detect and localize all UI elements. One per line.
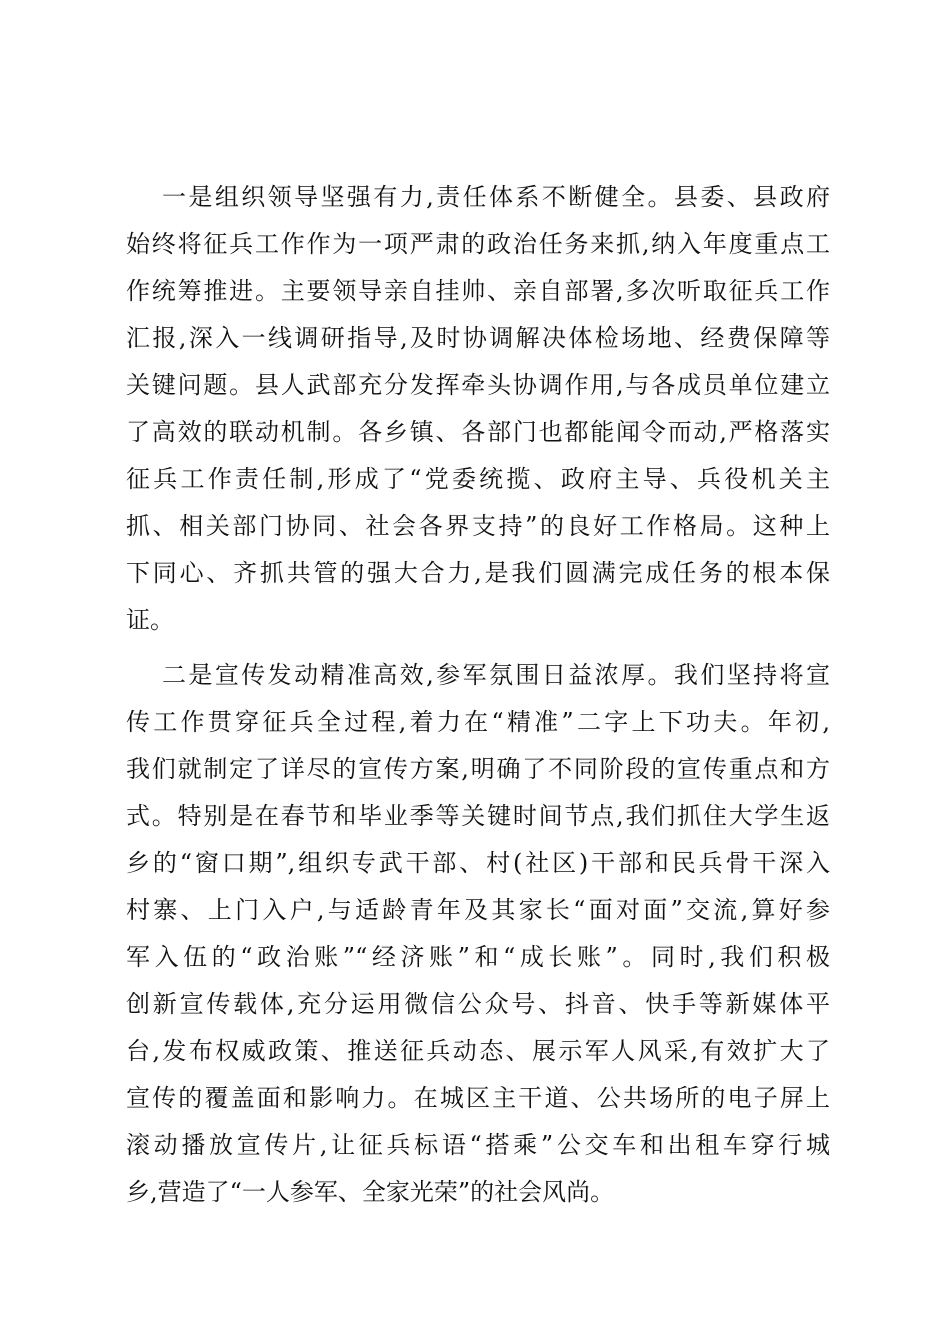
text-line: 一是组织领导坚强有力,责任体系不断健全。县委、县政府 xyxy=(162,183,830,211)
text-line: 军入伍的“政治账”“经济账”和“成长账”。同时,我们积极 xyxy=(126,943,830,971)
text-line: 村寨、上门入户,与适龄青年及其家长“面对面”交流,算好参 xyxy=(126,896,830,924)
text-line: 证。 xyxy=(126,606,174,634)
text-line: 作统筹推进。主要领导亲自挂帅、亲自部署,多次听取征兵工作 xyxy=(126,277,830,305)
text-line: 台,发布权威政策、推送征兵动态、展示军人风采,有效扩大了 xyxy=(126,1037,830,1065)
text-line: 下同心、齐抓共管的强大合力,是我们圆满完成任务的根本保 xyxy=(126,559,830,587)
text-line: 滚动播放宣传片,让征兵标语“搭乘”公交车和出租车穿行城 xyxy=(126,1131,830,1159)
text-line: 征兵工作责任制,形成了“党委统揽、政府主导、兵役机关主 xyxy=(126,465,830,493)
text-line: 关键问题。县人武部充分发挥牵头协调作用,与各成员单位建立 xyxy=(126,371,830,399)
text-line: 传工作贯穿征兵全过程,着力在“精准”二字上下功夫。年初, xyxy=(126,708,830,736)
text-line: 乡,营造了“一人参军、全家光荣”的社会风尚。 xyxy=(126,1178,615,1206)
text-line: 了高效的联动机制。各乡镇、各部门也都能闻令而动,严格落实 xyxy=(126,418,830,446)
text-line: 抓、相关部门协同、社会各界支持”的良好工作格局。这种上 xyxy=(126,512,830,540)
text-line: 二是宣传发动精准高效,参军氛围日益浓厚。我们坚持将宣 xyxy=(162,661,830,689)
text-line: 式。特别是在春节和毕业季等关键时间节点,我们抓住大学生返 xyxy=(126,802,830,830)
text-line: 始终将征兵工作作为一项严肃的政治任务来抓,纳入年度重点工 xyxy=(126,230,830,258)
text-line: 汇报,深入一线调研指导,及时协调解决体检场地、经费保障等 xyxy=(126,324,830,352)
text-line: 乡的“窗口期”,组织专武干部、村(社区)干部和民兵骨干深入 xyxy=(126,849,830,877)
text-line: 宣传的覆盖面和影响力。在城区主干道、公共场所的电子屏上 xyxy=(126,1084,830,1112)
text-line: 我们就制定了详尽的宣传方案,明确了不同阶段的宣传重点和方 xyxy=(126,755,830,783)
text-line: 创新宣传载体,充分运用微信公众号、抖音、快手等新媒体平 xyxy=(126,990,830,1018)
